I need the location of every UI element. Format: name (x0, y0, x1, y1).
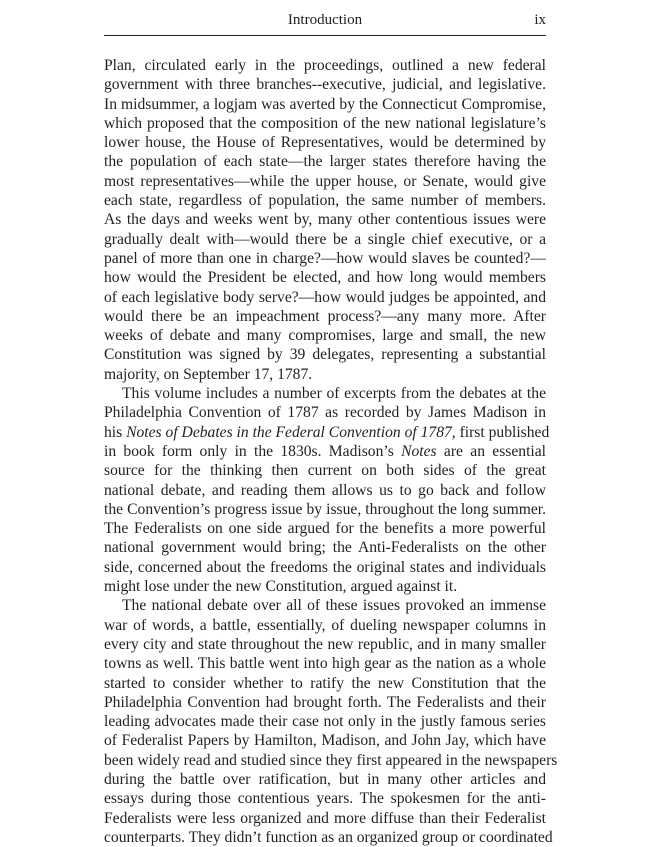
text-line (104, 230, 546, 249)
text-line (104, 423, 550, 442)
text-line (104, 558, 546, 577)
text-run: As the days and weeks went by, many other contentious issues were (104, 211, 546, 229)
text-line (104, 828, 553, 847)
text-line (104, 693, 546, 712)
text-run: Constitution was signed by 39 delegates, representing a substantial (104, 346, 546, 364)
text-line (104, 654, 546, 673)
text-run: towns as well. This battle went into high gear as the nation as a whole (104, 655, 546, 673)
text-line (104, 577, 546, 596)
paragraph (104, 384, 550, 596)
text-line (104, 403, 546, 422)
text-run: gradually dealt with—would there be a single chief executive, or a (104, 230, 546, 248)
body-text (104, 56, 558, 847)
chapter-title: Introduction (287, 12, 363, 28)
page-number: ix (534, 12, 546, 28)
text-line (104, 731, 546, 750)
text-line (104, 191, 546, 210)
text-run: In midsummer, a logjam was averted by the Connecticut Compromise, (104, 95, 546, 113)
text-line (104, 288, 546, 307)
text-line (104, 210, 546, 229)
text-run: his (104, 423, 127, 441)
text-run: every city and state throughout the new republic, and in many smaller (104, 635, 546, 653)
text-line (104, 500, 546, 519)
text-run: each state, regardless of population, the same number of members. (104, 192, 546, 210)
text-line (104, 751, 558, 770)
italic-title: Notes (401, 442, 437, 460)
text-line (104, 461, 546, 480)
text-run: Philadelphia Convention of 1787 as recorded by James Madison in (104, 404, 546, 422)
text-line (104, 635, 546, 654)
text-run: most representatives—while the upper house, or Senate, would give (104, 172, 546, 190)
text-line (104, 770, 546, 789)
text-run: in book form only in the 1830s. Madison’s (104, 442, 402, 460)
text-run: Philadelphia Convention had brought forth. The Federalists and their (104, 693, 546, 711)
text-run: the Convention’s progress issue by issue, throughout the long summer. (104, 500, 546, 518)
text-line (104, 481, 546, 500)
text-run: lower house, the House of Representatives, would be determined by (104, 134, 546, 152)
paragraph (104, 56, 546, 384)
text-run: The national debate over all of these issues provoked an immense (122, 597, 546, 615)
text-run: national debate, and reading them allows us to go back and follow (104, 481, 546, 499)
text-line (104, 596, 546, 615)
text-line (104, 674, 546, 693)
text-line (104, 133, 546, 152)
paragraph (104, 596, 558, 847)
text-line (104, 152, 546, 171)
text-run: national government would bring; the Anti-Federalists on the other (104, 539, 546, 557)
book-page (104, 0, 558, 847)
text-line (104, 249, 546, 268)
text-run: of each legislative body serve?—how would judges be appointed, and (104, 288, 546, 306)
text-line (104, 789, 546, 808)
text-run: Federalists were less organized and more diffuse than their Federalist (104, 809, 546, 827)
text-run: the population of each state—the larger states therefore having the (104, 153, 546, 171)
text-line (104, 365, 546, 384)
text-line (104, 56, 546, 75)
italic-title: Notes of Debates in the Federal Convention of 1787 (126, 423, 452, 441)
text-run: weeks of debate and many compromises, large and small, the new (104, 327, 546, 345)
text-run: This volume includes a number of excerpts from the debates at the (122, 385, 546, 403)
text-run: The Federalists on one side argued for the benefits a more powerful (104, 520, 546, 538)
text-run: majority, on September 17, 1787. (104, 365, 313, 383)
text-run: war of words, a battle, essentially, of dueling newspaper columns in (104, 616, 546, 634)
text-run: panel of more than one in charge?—how would slaves be counted?— (104, 249, 546, 267)
text-line (104, 616, 546, 635)
text-run: side, concerned about the freedoms the original states and individuals (104, 558, 546, 576)
text-line (104, 95, 546, 114)
text-run: during the battle over ratification, but in many other articles and (104, 770, 546, 788)
text-line (104, 114, 546, 133)
text-run: essays during those contentious years. The spokesmen for the anti- (104, 790, 546, 808)
text-line (104, 442, 546, 461)
text-line (104, 307, 546, 326)
text-run: of Federalist Papers by Hamilton, Madison, and John Jay, which have (104, 732, 546, 750)
text-line (104, 268, 546, 287)
text-run: leading advocates made their case not only in the justly famous series (104, 713, 546, 731)
text-line (104, 538, 546, 557)
text-run: might lose under the new Constitution, argued against it. (104, 578, 458, 596)
text-line (104, 809, 546, 828)
text-run: source for the thinking then current on both sides of the great (104, 462, 546, 480)
text-run: which proposed that the composition of the new national legislature’s (104, 114, 546, 132)
text-run: how would the President be elected, and how long would members (104, 269, 546, 287)
text-line (104, 172, 546, 191)
text-line (104, 75, 546, 94)
text-run: started to consider whether to ratify the new Constitution that the (104, 674, 546, 692)
running-head (104, 0, 546, 36)
text-line (104, 345, 546, 364)
text-line (104, 326, 546, 345)
text-run: are an essential (436, 442, 546, 460)
text-line (104, 384, 546, 403)
text-line (104, 519, 546, 538)
text-run: government with three branches--executive, judicial, and legislative. (104, 76, 546, 94)
text-line (104, 712, 546, 731)
text-run: , first published (451, 423, 550, 441)
text-run: counterparts. They didn’t function as an organized group or coordinated (104, 828, 553, 846)
text-run: been widely read and studied since they first appeared in the newspapers (104, 751, 558, 769)
text-run: Plan, circulated early in the proceedings, outlined a new federal (104, 57, 546, 74)
text-run: would there be an impeachment process?—any many more. After (104, 307, 546, 325)
